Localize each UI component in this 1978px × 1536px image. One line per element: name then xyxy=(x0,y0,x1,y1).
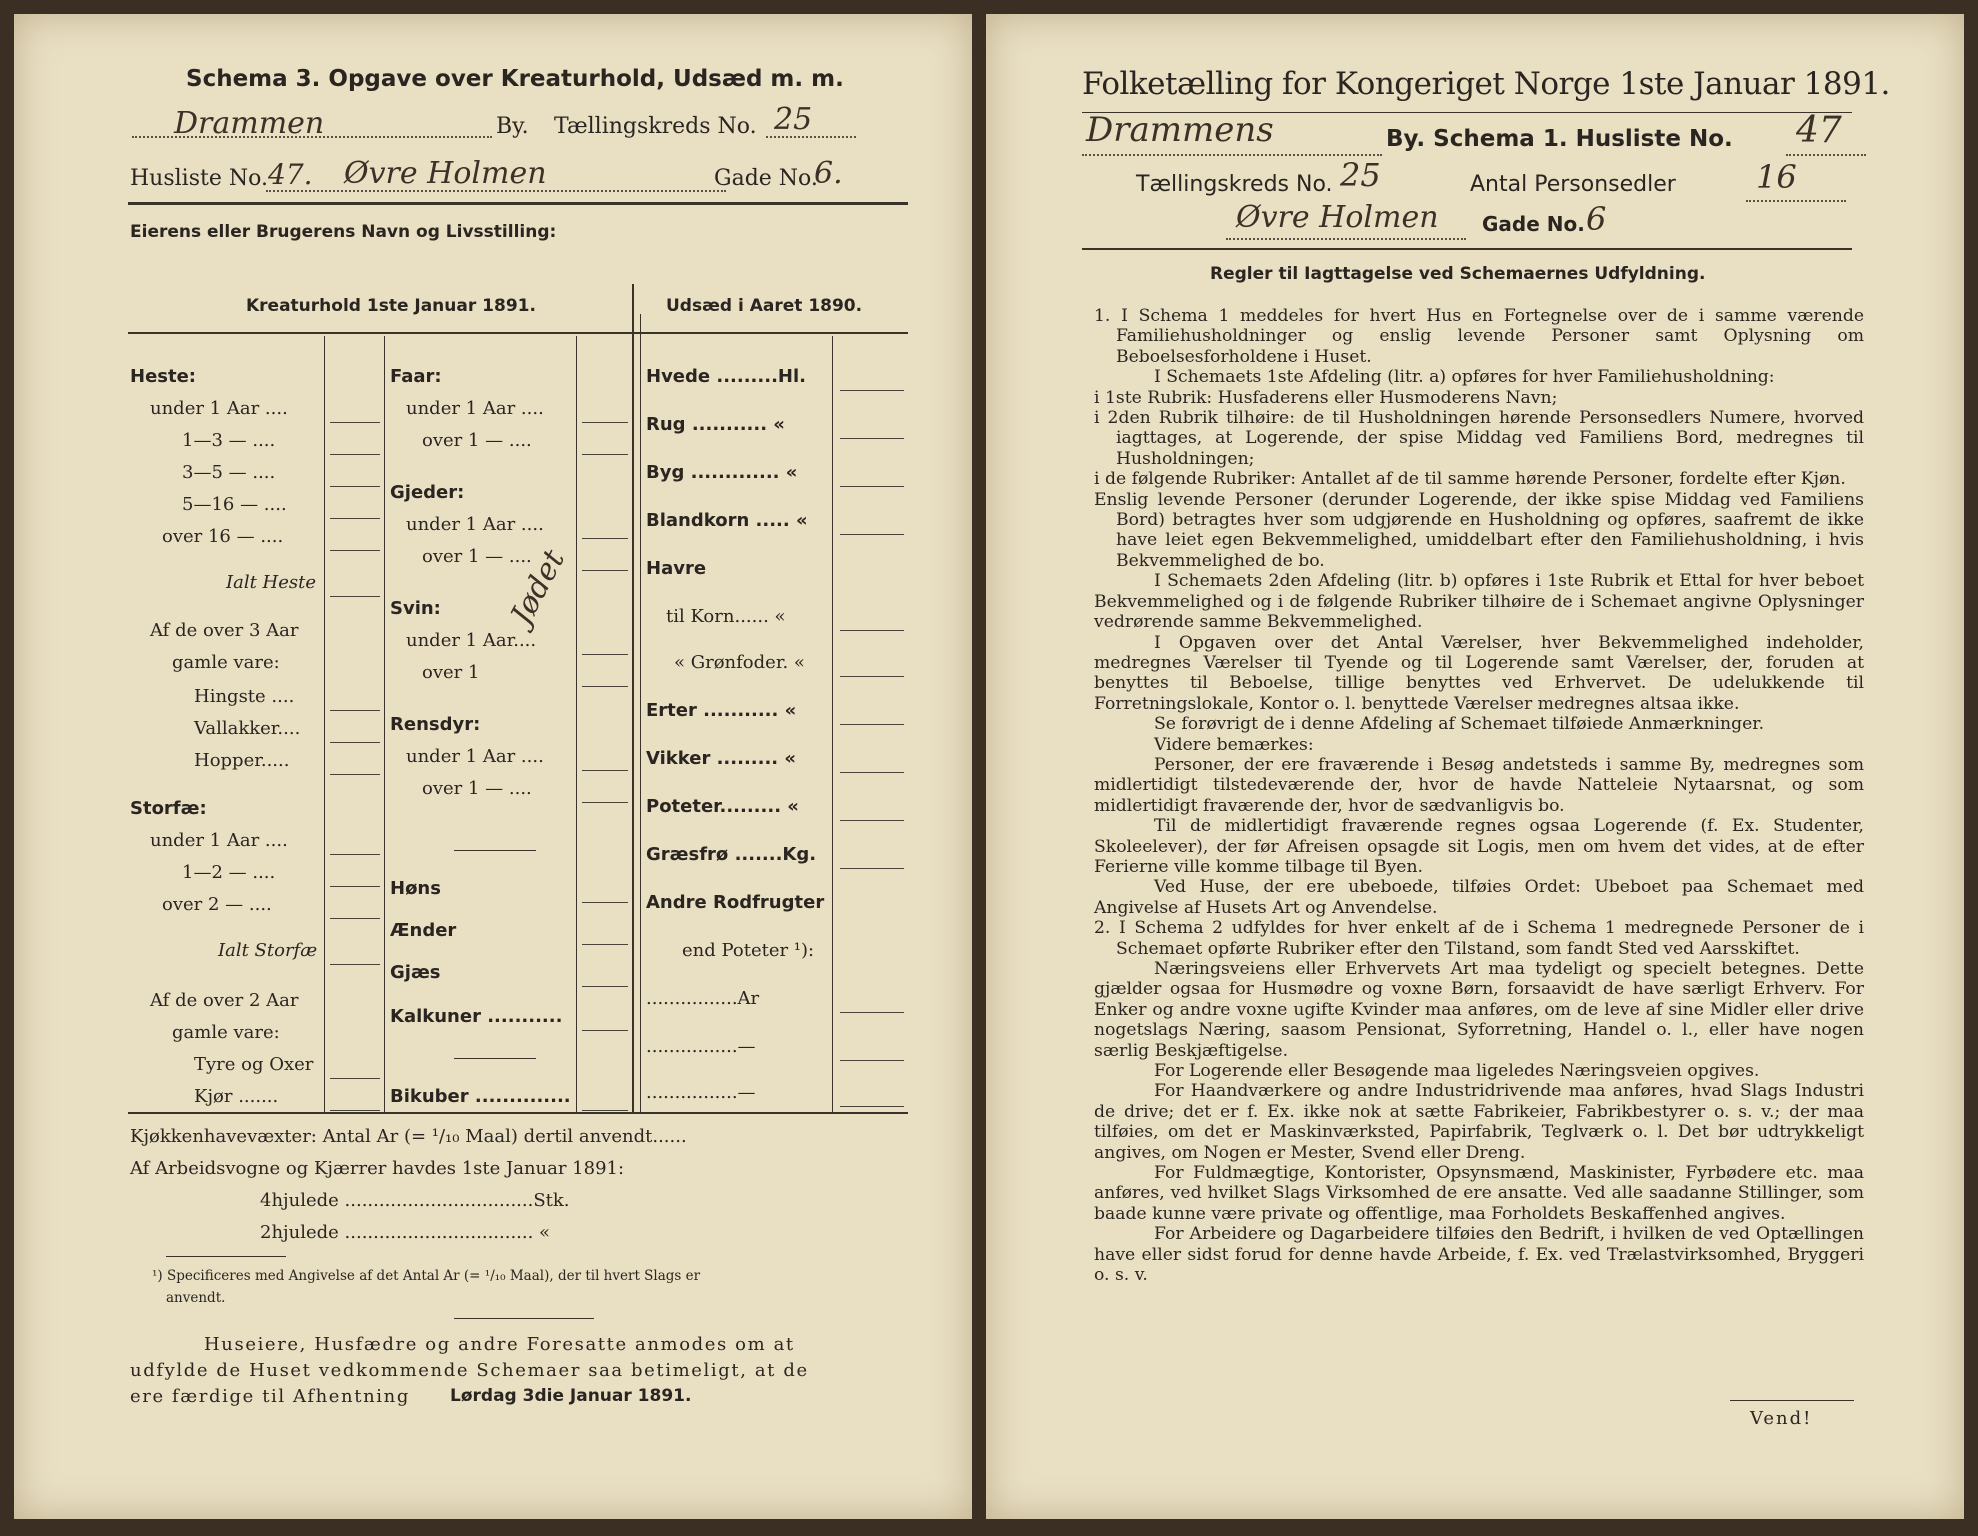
end-poteter-label: end Poteter ¹): xyxy=(682,940,815,961)
short-rule xyxy=(454,1058,536,1059)
closing-rule xyxy=(454,1318,594,1319)
answer-slot xyxy=(330,918,380,919)
answer-slot xyxy=(840,676,904,677)
right-page-schema-1 xyxy=(986,14,1964,1519)
street-handwritten: Øvre Holmen xyxy=(1236,200,1439,235)
answer-slot xyxy=(840,534,904,535)
answer-slot xyxy=(582,944,628,945)
town-line xyxy=(1082,154,1382,156)
ar-row: ................Ar xyxy=(646,988,760,1009)
rensdyr-row-1: under 1 Aar .... xyxy=(406,746,544,767)
husliste-value: 47. xyxy=(268,158,313,191)
andre-rodfrugter-label: Andre Rodfrugter xyxy=(646,892,825,913)
storfae-label: Storfæ: xyxy=(130,798,207,819)
table-divider-2 xyxy=(576,336,577,1114)
kjokkenhavevaexter: Kjøkkenhavevæxter: Antal Ar (= ¹/₁₀ Maal) dertil anvendt...... xyxy=(130,1126,687,1147)
gade-label: Gade No. xyxy=(1482,212,1585,236)
gade-value: 6. xyxy=(814,156,843,191)
havre-label: Havre xyxy=(646,558,707,579)
gade-label: Gade No. xyxy=(714,166,818,191)
rule-paragraph: 1. I Schema 1 meddeles for hvert Hus en Fortegnelse over de i samme værende Familiehusholdninger og enslig levende Personer samt Oplysning om Beboelsesforholdene i Huset. xyxy=(1094,306,1864,367)
tyre-og-oxer: Tyre og Oxer xyxy=(194,1054,314,1075)
answer-slot xyxy=(330,486,380,487)
rule-paragraph: Enslig levende Personer (derunder Logerende, der ikke spise Middag ved Familiens Bord) betragtes hver som udgjørende en Husholdning og opføres, saafremt de ikke have leiet egen Bekvemmelighed, umiddelbart efter den Familiehusholdning, i hvis Bekvemmelighed de bo. xyxy=(1094,489,1864,571)
taellingskreds-value: 25 xyxy=(1340,156,1381,194)
heste-row-4: 5—16 — .... xyxy=(182,494,287,515)
taellingskreds-label: Tællingskreds No. xyxy=(1136,172,1333,197)
taellingskreds-value: 25 xyxy=(774,102,813,137)
antal-personsedler-value: 16 xyxy=(1756,158,1797,196)
rensdyr-row-2: over 1 — .... xyxy=(422,778,532,799)
rule-paragraph: i de følgende Rubriker: Antallet af de til samme hørende Personer, fordelte efter Kjøn. xyxy=(1094,469,1846,490)
af-over3-a: Af de over 3 Aar xyxy=(150,620,299,641)
heste-row-1: under 1 Aar .... xyxy=(150,398,288,419)
answer-slot xyxy=(330,1110,380,1111)
answer-slot xyxy=(840,630,904,631)
rule-paragraph: I Schemaets 2den Afdeling (litr. b) opføres i 1ste Rubrik et Ettal for hver beboet Bekvemmelighed og i de følgende Rubriker tilhøire de i Schemaet angivne Oplysninger vedrørende samme Bekvemmelighed. xyxy=(1094,571,1864,633)
answer-slot xyxy=(582,538,628,539)
af-over2-b: gamle vare: xyxy=(172,1022,280,1043)
husliste-label: Husliste No. xyxy=(130,166,268,191)
rule-paragraph: 2. I Schema 2 udfyldes for hver enkelt af de i Schema 1 medregnede Personer de i Schemaet opførte Rubriker efter den Tilstand, som fandt Sted ved Aarsskiftet. xyxy=(1094,918,1864,959)
table-divider-3 xyxy=(832,336,833,1114)
udsaed-header: Udsæd i Aaret 1890. xyxy=(666,296,863,316)
closing-line-3: ere færdige til Afhentning xyxy=(130,1386,410,1407)
rule-paragraph: i 1ste Rubrik: Husfaderens eller Husmoderens Navn; xyxy=(1094,387,1558,408)
answer-slot xyxy=(840,1060,904,1061)
bikuber-label: Bikuber .............. xyxy=(390,1086,571,1107)
til-korn-label: til Korn...... « xyxy=(666,606,786,627)
heste-row-5: over 16 — .... xyxy=(162,526,284,547)
answer-slot xyxy=(582,454,628,455)
poteter-label: Poteter......... « xyxy=(646,796,799,817)
ialt-storfae: Ialt Storfæ xyxy=(218,940,318,961)
closing-date: Lørdag 3die Januar 1891. xyxy=(450,1386,692,1406)
rule-paragraph: Ved Huse, der ere ubeboede, tilføies Ordet: Ubeboet paa Schemaet med Angivelse af Husets Art og Anvendelse. xyxy=(1094,877,1864,918)
rule-paragraph: For Fuldmægtige, Kontorister, Opsynsmænd, Maskinister, Fyrbødere etc. maa anføres, ved hvilket Slags Virksomhed de ere ansatte. Ved alle saadanne Stillinger, som baade kunne være private og offentlige, maa Forholdets Beskaffenhed angives. xyxy=(1094,1163,1864,1224)
answer-slot xyxy=(330,964,380,965)
rule-paragraph: Se forøvrigt de i denne Afdeling af Schemaet tilføiede Anmærkninger. xyxy=(1154,714,1765,735)
gjeder-row-2: over 1 — .... xyxy=(422,546,532,567)
street-line xyxy=(1226,238,1466,240)
twohjulede: 2hjulede ................................. « xyxy=(260,1222,551,1243)
antal-personsedler-label: Antal Personsedler xyxy=(1470,172,1676,197)
taellingskreds-line xyxy=(766,136,856,138)
rule-paragraph: Til de midlertidigt fraværende regnes ogsaa Logerende (f. Ex. Studenter, Skoleelever), der før Afreisen opsagde sit Logis, men om hvem det vides, at de efter Ferierne ville komme tilbage til Byen. xyxy=(1094,816,1864,877)
kreaturhold-header: Kreaturhold 1ste Januar 1891. xyxy=(246,296,536,316)
answer-slot xyxy=(330,854,380,855)
street-line xyxy=(266,190,726,192)
rule-paragraph: For Arbeidere og Dagarbeidere tilføies den Bedrift, i hvilken de ved Optællingen have eller sidst forud for denne havde Arbeide, f. Ex. ved Trælastvirksomhed, Bryggeri o. s. v. xyxy=(1094,1224,1864,1286)
storfae-row-1: under 1 Aar .... xyxy=(150,830,288,851)
answer-slot xyxy=(840,868,904,869)
rule-paragraph: For Haandværkere og andre Industridrivende maa anføres, hvad Slags Industri de drive; det er f. Ex. ikke nok at sætte Fabrikeier, Fabrikbestyrer o. s. v.; der maa tilføies, om det er Maskinværksted, Papirfabrik, Teglværk o. l. Det bør udtrykkeligt angives, om Nogen er Mester, Svend eller Dreng. xyxy=(1094,1081,1864,1163)
storfae-row-3: over 2 — .... xyxy=(162,894,272,915)
answer-slot xyxy=(330,454,380,455)
hons-label: Høns xyxy=(390,878,441,899)
answer-slot xyxy=(840,772,904,773)
rule-paragraph: I Schemaets 1ste Afdeling (litr. a) opføres for hver Familiehusholdning: xyxy=(1154,367,1775,388)
table-divider-thin xyxy=(640,314,641,1114)
graesfro-label: Græsfrø .......Kg. xyxy=(646,844,817,865)
faar-row-1: under 1 Aar .... xyxy=(406,398,544,419)
table-divider-main xyxy=(632,284,634,1114)
answer-slot xyxy=(582,1030,628,1031)
rensdyr-label: Rensdyr: xyxy=(390,714,481,735)
rule-paragraph: Videre bemærkes: xyxy=(1154,734,1314,755)
heste-row-3: 3—5 — .... xyxy=(182,462,276,483)
vikker-label: Vikker ......... « xyxy=(646,748,797,769)
gjaes-label: Gjæs xyxy=(390,962,441,983)
dash-row-2: ................— xyxy=(646,1082,756,1103)
table-header-rule xyxy=(128,332,908,334)
answer-slot xyxy=(330,422,380,423)
owner-label: Eierens eller Brugerens Navn og Livsstilling: xyxy=(130,222,557,242)
af-over2-a: Af de over 2 Aar xyxy=(150,990,299,1011)
answer-slot xyxy=(840,390,904,391)
rug-label: Rug ........... « xyxy=(646,414,785,435)
footnote-line-2: anvendt. xyxy=(166,1290,226,1306)
town-handwritten: Drammen xyxy=(174,106,325,141)
answer-slot xyxy=(582,802,628,803)
svin-row-1: under 1 Aar.... xyxy=(406,630,537,651)
handwritten-scribble: Jødet xyxy=(504,544,573,631)
short-rule xyxy=(454,850,536,851)
rule-paragraph: i 2den Rubrik tilhøire: de til Husholdningen hørende Personsedlers Numere, hvorved iagttages, at Logerende, der spise Middag ved Familiens Bord, medregnes til Husholdningen; xyxy=(1094,408,1864,469)
gjeder-row-1: under 1 Aar .... xyxy=(406,514,544,535)
af-over3-b: gamle vare: xyxy=(172,652,280,673)
gade-value: 6 xyxy=(1586,200,1607,238)
fourhjulede: 4hjulede .................................Stk. xyxy=(260,1190,570,1211)
byg-label: Byg ............. « xyxy=(646,462,798,483)
table-divider-1 xyxy=(384,336,385,1114)
answer-slot xyxy=(840,724,904,725)
answer-slot xyxy=(840,820,904,821)
vend-rule xyxy=(1730,1400,1854,1401)
rule-paragraph: I Opgaven over det Antal Værelser, hver Bekvemmelighed indeholder, medregnes Værelser til Tyende og til Logerende samt Værelser, der, foruden at benyttes til Beboelse, tillige benyttes ved Erhvervet. De udelukkende til Forretningslokale, Kontor o. l. benyttede Værelser medregnes altsaa ikke. xyxy=(1094,632,1864,714)
svin-label: Svin: xyxy=(390,598,441,619)
left-page-schema-3 xyxy=(14,14,972,1519)
heste-row-2: 1—3 — .... xyxy=(182,430,276,451)
rule-paragraph: Personer, der ere fraværende i Besøg andetsteds i samme By, medregnes som midlertidigt tilstedeværende der, hvor de havde Natteleie Nytaarsnat, og som midlertidigt fraværende der, hvor de sædvanligvis bo. xyxy=(1094,754,1864,816)
answer-slot xyxy=(840,486,904,487)
husliste-line xyxy=(1786,154,1866,156)
answer-slot xyxy=(330,550,380,551)
hopper: Hopper..... xyxy=(194,750,290,771)
footnote-rule xyxy=(166,1256,286,1257)
hingste: Hingste .... xyxy=(194,686,295,707)
answer-slot xyxy=(582,986,628,987)
answer-slot xyxy=(582,902,628,903)
footnote-line-1: ¹) Specificeres med Angivelse af det Antal Ar (= ¹/₁₀ Maal), der til hvert Slags er xyxy=(152,1268,701,1284)
answer-slot xyxy=(840,438,904,439)
dash-row-1: ................— xyxy=(646,1036,756,1057)
rule-paragraph: For Logerende eller Besøgende maa ligeledes Næringsveien opgives. xyxy=(1154,1061,1760,1082)
census-title: Folketælling for Kongeriget Norge 1ste Januar 1891. xyxy=(1082,66,1890,102)
by-schema-husliste-label: By. Schema 1. Husliste No. xyxy=(1386,126,1733,152)
by-label: By. xyxy=(496,114,529,139)
storfae-row-2: 1—2 — .... xyxy=(182,862,276,883)
street-handwritten: Øvre Holmen xyxy=(344,156,547,191)
rule-paragraph: Næringsveiens eller Erhvervets Art maa tydeligt og specielt betegnes. Dette gjælder ogsaa for Husmødre og voxne Børn, forsaavidt de have særligt Erhverv. For Enker og andre voxne ugifte Kvinder maa anføres, om de leve af sine Midler eller drive nogetslags Næring, saasom Pensionat, Syforretning, Handel o. l., eller have nogen særlig Beskjæftigelse. xyxy=(1094,959,1864,1061)
answer-slot xyxy=(330,742,380,743)
antal-line xyxy=(1746,200,1846,202)
gjeder-label: Gjeder: xyxy=(390,482,465,503)
taellingskreds-label: Tællingskreds No. xyxy=(554,114,757,139)
answer-slot xyxy=(840,1012,904,1013)
vallakker: Vallakker.... xyxy=(194,718,301,739)
faar-row-2: over 1 — .... xyxy=(422,430,532,451)
erter-label: Erter ........... « xyxy=(646,700,797,721)
aender-label: Ænder xyxy=(390,920,457,941)
answer-slot xyxy=(330,710,380,711)
closing-line-2: udfylde de Huset vedkommende Schemaer saa betimeligt, at de xyxy=(130,1360,809,1381)
arbeidsvogne: Af Arbeidsvogne og Kjærrer havdes 1ste Januar 1891: xyxy=(130,1158,625,1179)
svin-row-2: over 1 xyxy=(422,662,480,683)
blandkorn-label: Blandkorn ..... « xyxy=(646,510,808,531)
answer-slot xyxy=(582,654,628,655)
header-rule xyxy=(128,202,908,205)
town-handwritten: Drammens xyxy=(1086,110,1274,150)
husliste-value: 47 xyxy=(1796,110,1842,151)
table-bottom-rule xyxy=(128,1112,908,1114)
answer-slot xyxy=(330,596,380,597)
schema3-title: Schema 3. Opgave over Kreaturhold, Udsæd m. m. xyxy=(186,66,844,92)
answer-slot xyxy=(330,886,380,887)
answer-slot xyxy=(840,1106,904,1107)
kjor: Kjør ....... xyxy=(194,1086,279,1107)
hvede-label: Hvede .........Hl. xyxy=(646,366,806,387)
answer-slot xyxy=(330,774,380,775)
answer-slot xyxy=(582,570,628,571)
answer-slot xyxy=(582,770,628,771)
answer-slot xyxy=(330,1078,380,1079)
heste-label: Heste: xyxy=(130,366,196,387)
answer-slot xyxy=(330,518,380,519)
vend-label: Vend! xyxy=(1750,1408,1813,1429)
answer-slot xyxy=(582,686,628,687)
rules-title: Regler til Iagttagelse ved Schemaernes Udfyldning. xyxy=(1210,264,1706,284)
answer-slot xyxy=(582,422,628,423)
faar-label: Faar: xyxy=(390,366,442,387)
answer-slot xyxy=(582,1110,628,1111)
kalkuner-label: Kalkuner ........... xyxy=(390,1006,563,1027)
header-rule xyxy=(1082,248,1852,250)
ialt-heste: Ialt Heste xyxy=(226,572,317,593)
table-divider-1b xyxy=(324,336,325,1114)
closing-line-1: Huseiere, Husfædre og andre Foresatte anmodes om at xyxy=(204,1334,795,1355)
gronfoder-label: « Grønfoder. « xyxy=(674,652,805,673)
rules-body xyxy=(1094,306,1864,1286)
